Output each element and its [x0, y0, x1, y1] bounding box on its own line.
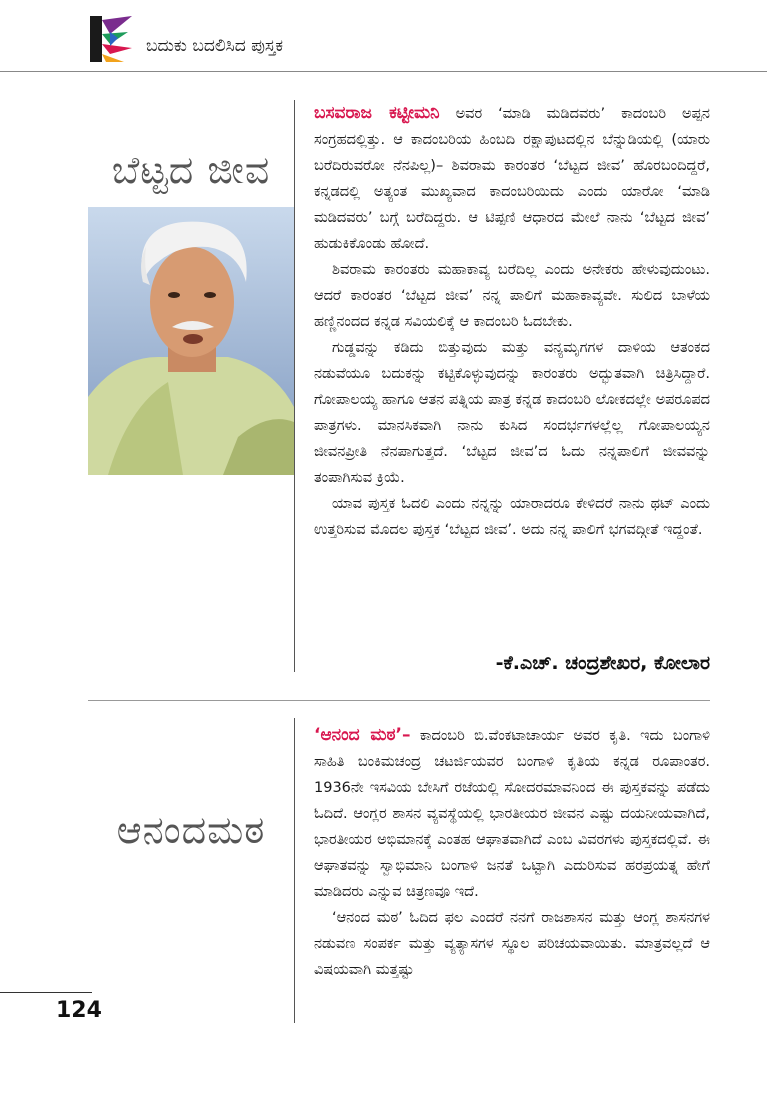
- section1-paragraph: ಶಿವರಾಮ ಕಾರಂತರು ಮಹಾಕಾವ್ಯ ಬರೆದಿಲ್ಲ ಎಂದು ಅನೇಕರು ಹೇಳುವುದುಂಟು. ಆದರೆ ಕಾರಂತರ ‘ಬೆಟ್ಟದ ಜೀವ’ ನನ್ನ ಪಾಲಿಗೆ ಮಹಾಕಾವ್ಯವೇ. ಸುಲಿದ ಬಾಳೆಯ ಹಣ್ಣಿನಂದದ ಕನ್ನಡ ಸವಿಯಲಿಕ್ಕೆ ಆ ಕಾದಂಬರಿ ಓದಬೇಕು.: [314, 262, 710, 330]
- section2-paragraph-text: ಕಾದಂಬರಿ ಬಿ.ವೆಂಕಟಾಚಾರ್ಯ ಅವರ ಕೃತಿ. ಇದು ಬಂಗಾಳಿ ಸಾಹಿತಿ ಬಂಕಿಮಚಂದ್ರ ಚಟರ್ಜಿಯವರ ಬಂಗಾಳಿ ಕೃತಿಯ ಕನ್ನಡ ರೂಪಾಂತರ. 1936ನೇ ಇಸವಿಯ ಬೇಸಿಗೆ ರಜೆಯಲ್ಲಿ ಸೋದರಮಾವನಿಂದ ಈ ಪುಸ್ತಕವನ್ನು ಪಡೆದು ಓದಿದೆ. ಆಂಗ್ಲರ ಶಾಸನ ವ್ಯವಸ್ಥೆಯಲ್ಲಿ ಭಾರತೀಯರ ಜೀವನ ಎಷ್ಟು ದಯನೀಯವಾಗಿದೆ, ಭಾರತೀಯರ ಅಭಿಮಾನಕ್ಕೆ ಎಂತಹ ಆಘಾತವಾಗಿದೆ ಎಂಬ ವಿವರಗಳು ಪುಸ್ತಕದಲ್ಲಿವೆ. ಈ ಆಘಾತವನ್ನು ಸ್ವಾಭಿಮಾನಿ ಬಂಗಾಳಿ ಜನತೆ ಒಟ್ಟಾಗಿ ಎದುರಿಸುವ ಹರಪ್ರಯತ್ನ ಹೇಗೆ ಮಾಡಿದರು ಎನ್ನುವ ಚಿತ್ರಣವೂ ಇದೆ.: [314, 728, 711, 900]
- running-head-title: ಬದುಕು ಬದಲಿಸಿದ ಪುಸ್ತಕ: [146, 36, 284, 56]
- section1-paragraph: ಗುಡ್ಡವನ್ನು ಕಡಿದು ಬಿತ್ತುವುದು ಮತ್ತು ವನ್ಯಮೃಗಗಳ ದಾಳಿಯ ಆತಂಕದ ನಡುವೆಯೂ ಬದುಕನ್ನು ಕಟ್ಟಿಕೊಳ್ಳುವುದನ್ನು ಕಾರಂತರು ಅದ್ಭುತವಾಗಿ ಚಿತ್ರಿಸಿದ್ದಾರೆ. ಗೋಪಾಲಯ್ಯ ಹಾಗೂ ಆತನ ಪತ್ನಿಯ ಪಾತ್ರ ಕನ್ನಡ ಕಾದಂಬರಿ ಲೋಕದಲ್ಲೇ ಅಪರೂಪದ ಪಾತ್ರಗಳು. ಮಾನಸಿಕವಾಗಿ ನಾನು ಕುಸಿದ ಸಂದರ್ಭಗಳಲ್ಲೆಲ್ಲ ಗೋಪಾಲಯ್ಯನ ಜೀವನಪ್ರೀತಿ ನೆನಪಾಗುತ್ತದೆ. ‘ಬೆಟ್ಟದ ಜೀವ’ದ ಓದು ನನ್ನಪಾಲಿಗೆ ಜೀವವನ್ನು ತಂಪಾಗಿಸುವ ಕ್ರಿಯೆ.: [314, 340, 710, 486]
- header-divider: [0, 71, 767, 72]
- section1-signature: -ಕೆ.ಎಚ್. ಚಂದ್ರಶೇಖರ, ಕೋಲಾರ: [495, 652, 710, 674]
- section2-paragraph: [314, 722, 710, 905]
- publication-logo-icon: [88, 14, 134, 64]
- section2-side-title: ಆನಂದಮಠ: [116, 808, 266, 852]
- section2-vertical-rule: [294, 718, 295, 1023]
- section-divider: [88, 700, 710, 701]
- section1-vertical-rule: [294, 100, 295, 672]
- footer-rule: [0, 992, 92, 993]
- section1-paragraph-text: ಅವರ ‘ಮಾಡಿ ಮಡಿದವರು’ ಕಾದಂಬರಿ ಅಪ್ಪನ ಸಂಗ್ರಹದಲ್ಲಿತ್ತು. ಆ ಕಾದಂಬರಿಯ ಹಿಂಬದಿ ರಕ್ಷಾಪುಟದಲ್ಲಿನ ಬೆನ್ನುಡಿಯಲ್ಲಿ (ಯಾರು ಬರೆದಿರುವರೋ ನೆನಪಿಲ್ಲ)– ಶಿವರಾಮ ಕಾರಂತರ ‘ಬೆಟ್ಟದ ಜೀವ’ ಹೊರಬಂದಿದ್ದರೆ, ಕನ್ನಡದಲ್ಲಿ ಅತ್ಯಂತ ಮುಖ್ಯವಾದ ಕಾದಂಬರಿಯಿದು ಎಂದು ಯಾರೋ ‘ಮಾಡಿ ಮಡಿದವರು’ ಬಗ್ಗೆ ಬರೆದಿದ್ದರು. ಆ ಟಿಪ್ಪಣಿ ಆಧಾರದ ಮೇಲೆ ನಾನು ‘ಬೆಟ್ಟದ ಜೀವ’ ಹುಡುಕಿಕೊಂಡು ಹೋದೆ.: [314, 106, 710, 252]
- section1-side-title: ಬೆಟ್ಟದ ಜೀವ: [111, 148, 271, 192]
- section1-text-column: [314, 100, 710, 543]
- section2-lead-title: ‘ಆನಂದ ಮಠ’–: [314, 725, 411, 745]
- section1-paragraph: ಯಾವ ಪುಸ್ತಕ ಓದಲಿ ಎಂದು ನನ್ನನ್ನು ಯಾರಾದರೂ ಕೇಳಿದರೆ ನಾನು ಥಟ್ ಎಂದು ಉತ್ತರಿಸುವ ಮೊದಲ ಪುಸ್ತಕ ‘ಬೆಟ್ಟದ ಜೀವ’. ಅದು ನನ್ನ ಪಾಲಿಗೆ ಭಗವದ್ಗೀತೆ ಇದ್ದಂತೆ.: [314, 496, 710, 538]
- section2-paragraph: ‘ಆನಂದ ಮಠ’ ಓದಿದ ಫಲ ಎಂದರೆ ನನಗೆ ರಾಜಶಾಸನ ಮತ್ತು ಆಂಗ್ಲ ಶಾಸನಗಳ ನಡುವಣ ಸಂಪರ್ಕ ಮತ್ತು ವ್ಯತ್ಯಾಸಗಳ ಸ್ಥೂಲ ಪರಿಚಯವಾಯಿತು. ಮಾತ್ರವಲ್ಲದೆ ಆ ವಿಷಯವಾಗಿ ಮತ್ತಷ್ಟು: [314, 910, 710, 978]
- section1-paragraph: [314, 100, 710, 257]
- section1-lead-author: ಬಸವರಾಜ ಕಟ್ಟೀಮನಿ: [314, 103, 440, 123]
- section2-text-column: [314, 722, 710, 983]
- page-number: 124: [56, 998, 102, 1023]
- author-portrait-photo: [88, 207, 294, 475]
